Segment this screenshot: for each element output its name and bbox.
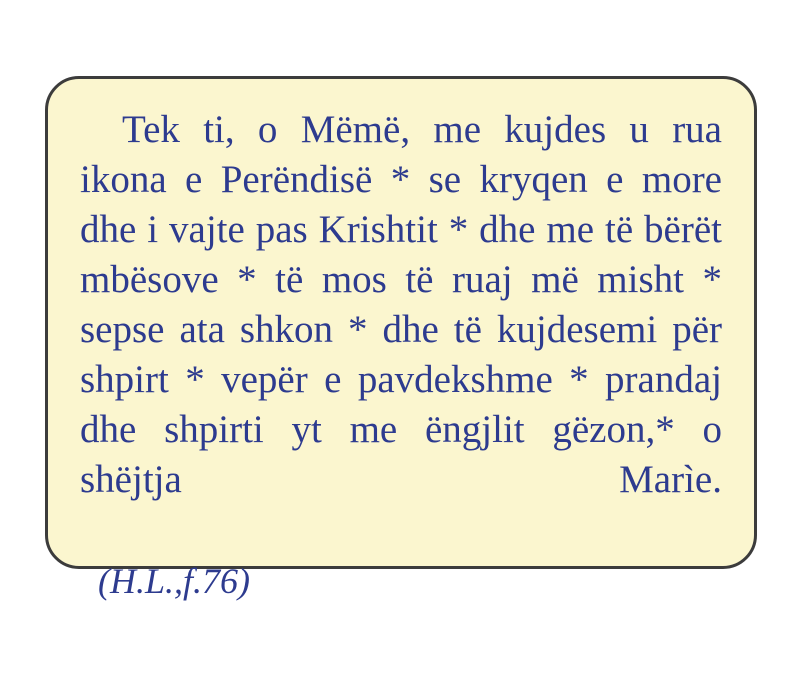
card-body-text: Tek ti, o Mëmë, me kujdes u rua ikona e Perëndisë * se kryqen e more dhe i vajte pas Krishtit * dhe me të bërët mbësove * të mos të ruaj më misht * sepse ata shkon * dhe të kujdesemi për shpirt * vepër e pavdekshme * prandaj dhe shpirti yt me ëngjlit gëzon,* o shëjtja Marìe. bbox=[80, 108, 722, 501]
text-card bbox=[45, 76, 757, 601]
card-citation: (H.L.,f.76) bbox=[98, 561, 250, 601]
